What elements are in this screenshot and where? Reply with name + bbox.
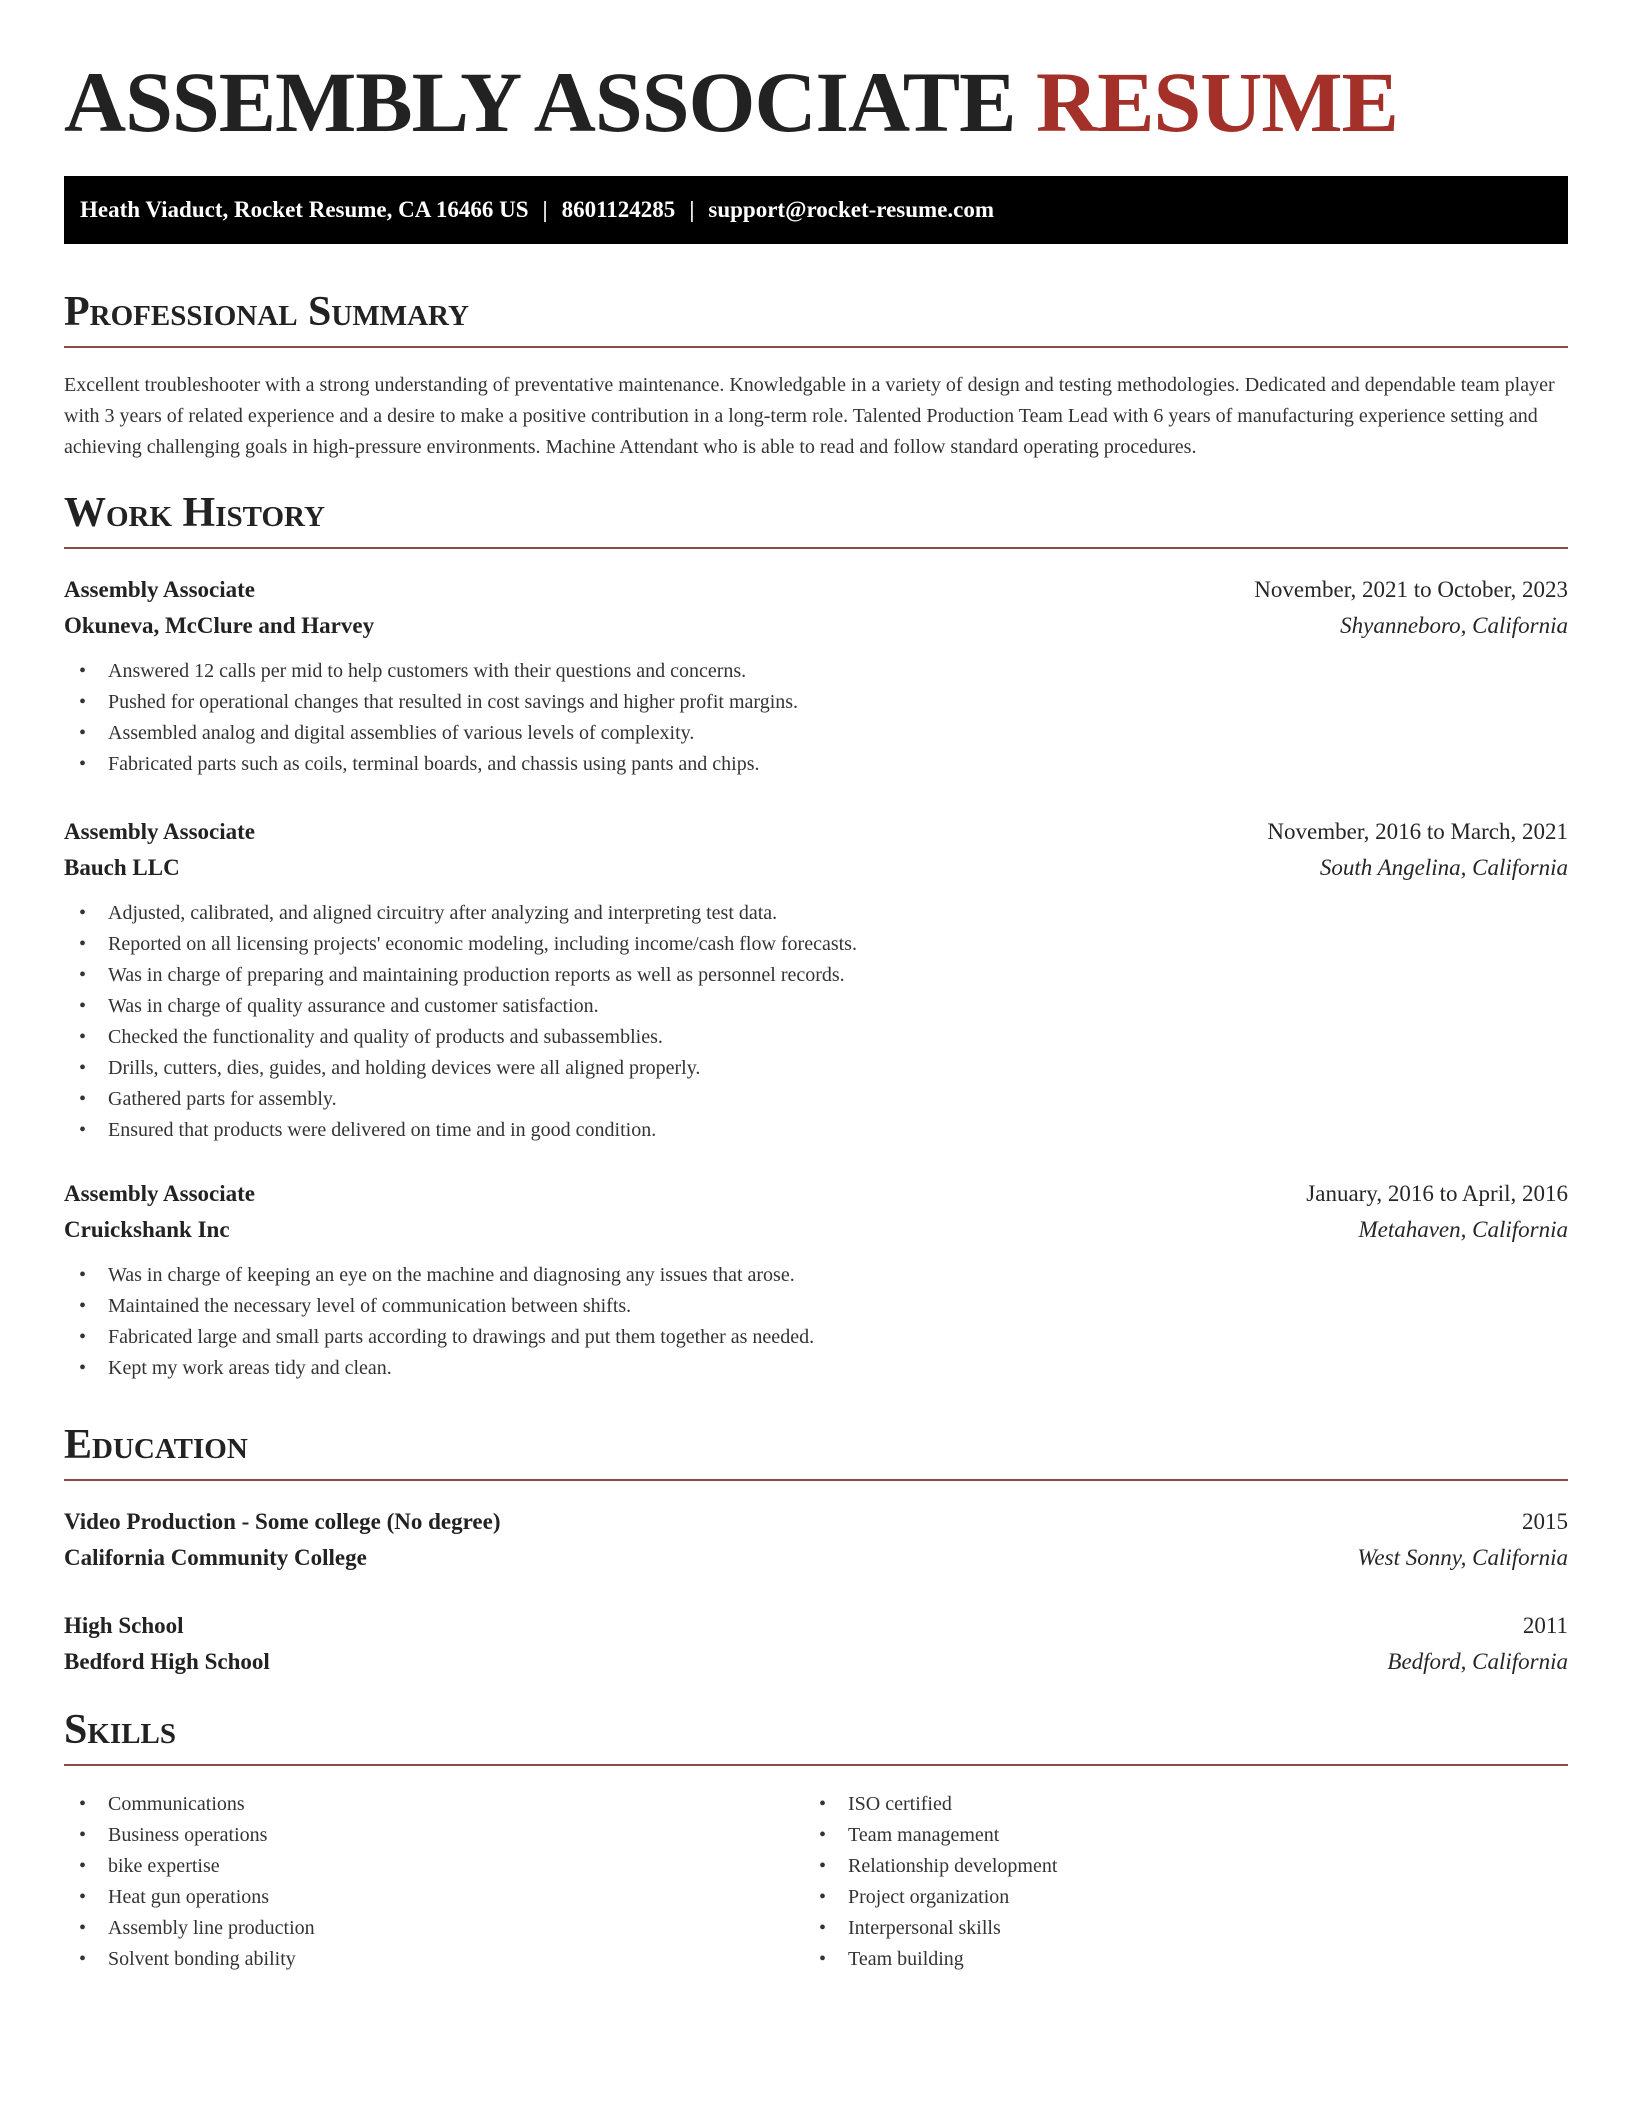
education-school-row [64,1540,1568,1576]
job-bullet: • Checked the functionality and quality of products and subassemblies. [64,1022,1568,1053]
job-company-row [64,608,1568,644]
education-degree: High School [64,1613,184,1638]
resume-title [64,52,1398,152]
job-bullets [64,656,1568,780]
job-title: Assembly Associate [64,1181,256,1206]
job-bullet: • Ensured that products were delivered on time and in good condition. [64,1115,1568,1146]
contact-separator: | [689,197,695,222]
education-location: West Sonny, California [1357,1545,1568,1570]
job-bullet: • Was in charge of preparing and maintaining production reports as well as personnel records. [64,960,1568,991]
skill-item: • Project organization [804,1882,1544,1913]
education-school: California Community College [64,1545,367,1570]
skill-item: • Interpersonal skills [804,1913,1544,1944]
job-company-row [64,850,1568,886]
job-bullet: • Maintained the necessary level of communication between shifts. [64,1291,1568,1322]
education-year: 2011 [1522,1613,1568,1638]
skill-item: • Assembly line production [64,1913,804,1944]
job-entry [64,1176,1568,1384]
contact-phone: 8601124285 [561,197,676,222]
job-location: Shyanneboro, California [1340,613,1568,638]
education-school-row [64,1644,1568,1680]
skills-list [64,1789,1568,1975]
job-title: Assembly Associate [64,819,256,844]
education-degree: Video Production - Some college (No degree) [64,1509,501,1534]
job-company: Bauch LLC [64,855,180,880]
job-bullet: • Was in charge of keeping an eye on the machine and diagnosing any issues that arose. [64,1260,1568,1291]
job-bullet: • Kept my work areas tidy and clean. [64,1353,1568,1384]
contact-email: support@rocket-resume.com [708,197,995,222]
skills-column-left [64,1789,804,1975]
summary-text: Excellent troubleshooter with a strong understanding of preventative maintenance. Knowledgable in a variety of design and testing methodologies. Dedicated and dependable team player with 3 years of related experience and a desire to make a positive contribution in a long-term role. Talented Production Team Lead with 6 years of manufacturing experience setting and achieving challenging goals in high-pressure environments. Machine Attendant who is able to read and follow standard operating procedures. [64,374,1555,458]
education-heading: Education [64,1417,1568,1481]
job-company: Cruickshank Inc [64,1217,230,1242]
skill-item: • ISO certified [804,1789,1544,1820]
contact-separator: | [542,197,548,222]
job-dates: November, 2021 to October, 2023 [1254,577,1568,602]
title-accent: RESUME [1035,54,1398,150]
work-history-heading: Work History [64,485,1568,549]
education-entry [64,1608,1568,1680]
skills-heading: Skills [64,1702,1568,1766]
job-company-row [64,1212,1568,1248]
skill-item: • Relationship development [804,1851,1544,1882]
job-title-row [64,814,1568,850]
job-bullet: • Reported on all licensing projects' economic modeling, including income/cash flow forecasts. [64,929,1568,960]
education-year: 2015 [1522,1509,1568,1534]
skills-column-right [804,1789,1544,1975]
job-location: Metahaven, California [1358,1217,1568,1242]
summary-heading: Professional Summary [64,284,1568,348]
job-company: Okuneva, McClure and Harvey [64,613,375,638]
job-bullet: • Fabricated parts such as coils, terminal boards, and chassis using pants and chips. [64,749,1568,780]
job-bullet: • Was in charge of quality assurance and customer satisfaction. [64,991,1568,1022]
job-title: Assembly Associate [64,577,256,602]
job-bullet: • Pushed for operational changes that resulted in cost savings and higher profit margins. [64,687,1568,718]
skill-item: • Business operations [64,1820,804,1851]
job-bullets [64,898,1568,1146]
contact-bar [64,176,1568,244]
skill-item: • Solvent bonding ability [64,1944,804,1975]
job-title-row [64,572,1568,608]
education-location: Bedford, California [1387,1649,1568,1674]
job-bullet: • Gathered parts for assembly. [64,1084,1568,1115]
education-entry [64,1504,1568,1576]
job-entry [64,814,1568,1146]
job-title-row [64,1176,1568,1212]
job-bullets [64,1260,1568,1384]
skill-item: • Team building [804,1944,1544,1975]
job-bullet: • Assembled analog and digital assemblies of various levels of complexity. [64,718,1568,749]
job-bullet: • Adjusted, calibrated, and aligned circuitry after analyzing and interpreting test data. [64,898,1568,929]
contact-address: Heath Viaduct, Rocket Resume, CA 16466 US [80,197,529,222]
job-bullet: • Fabricated large and small parts according to drawings and put them together as needed. [64,1322,1568,1353]
job-dates: January, 2016 to April, 2016 [1306,1181,1568,1206]
skill-item: • Communications [64,1789,804,1820]
job-bullet: • Drills, cutters, dies, guides, and holding devices were all aligned properly. [64,1053,1568,1084]
skill-item: • Team management [804,1820,1544,1851]
job-entry [64,572,1568,780]
education-school: Bedford High School [64,1649,270,1674]
title-main: ASSEMBLY ASSOCIATE [64,54,1016,150]
job-bullet: • Answered 12 calls per mid to help customers with their questions and concerns. [64,656,1568,687]
job-dates: November, 2016 to March, 2021 [1267,819,1568,844]
education-degree-row [64,1608,1568,1644]
education-degree-row [64,1504,1568,1540]
job-location: South Angelina, California [1319,855,1568,880]
skill-item: • bike expertise [64,1851,804,1882]
skill-item: • Heat gun operations [64,1882,804,1913]
